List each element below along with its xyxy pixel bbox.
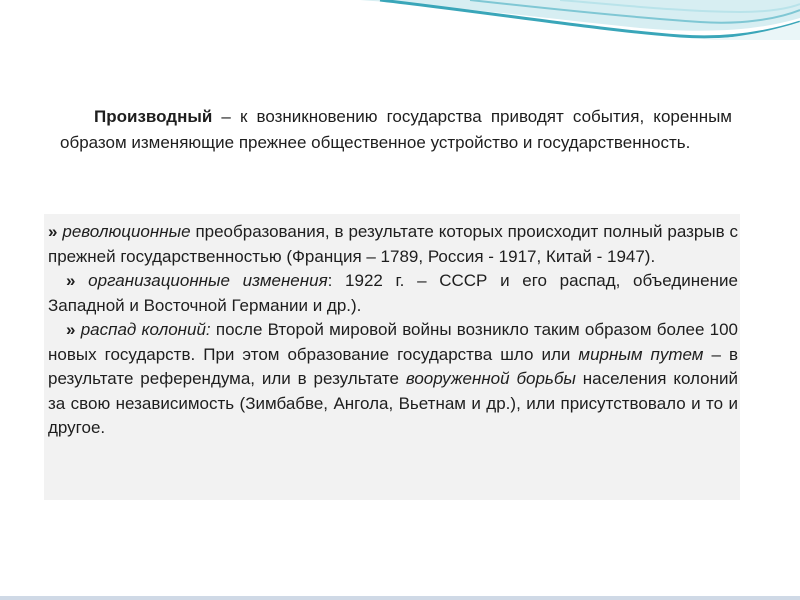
item-text: преобразования, в результате которых происходит полный разрыв с прежней государственностью (Франция – 1789, Россия - 1917, Китай - 1947).: [48, 222, 739, 266]
definition-term: Производный: [94, 107, 213, 126]
item-italic: распад колоний:: [80, 320, 211, 339]
definition-text: – к возникновению государства приводят события, коренным образом изменяющие прежнее общественное устройство и государственность.: [60, 107, 732, 152]
item-italic: мирным путем: [578, 344, 704, 364]
content-box: [44, 214, 740, 500]
list-item: [48, 269, 738, 318]
item-text: населения колоний за свою независимость (Зимбабве, Ангола, Вьетнам и др.), или присутствовало и то и другое.: [48, 369, 738, 437]
item-text: – в результате референдума, или в результате: [48, 344, 739, 388]
item-italic: революционные: [62, 222, 191, 241]
bottom-border: [0, 596, 800, 600]
list-item: [48, 220, 738, 269]
item-text: после Второй мировой войны возникло таким образом более 100 новых государств. При этом образование государства шло или: [48, 320, 738, 364]
item-text: : 1922 г. – СССР и его распад, объединение Западной и Восточной Германии и др.).: [48, 271, 738, 315]
decorative-wave: [0, 0, 800, 90]
bullet-marker: »: [48, 222, 58, 241]
bullet-marker: »: [66, 320, 76, 339]
content-text: [48, 220, 738, 441]
item-italic: организационные изменения: [88, 271, 328, 290]
item-italic: вооруженной борьбы: [405, 369, 576, 388]
definition-paragraph: [60, 104, 732, 156]
bullet-marker: »: [66, 271, 76, 290]
list-item: [48, 318, 738, 441]
